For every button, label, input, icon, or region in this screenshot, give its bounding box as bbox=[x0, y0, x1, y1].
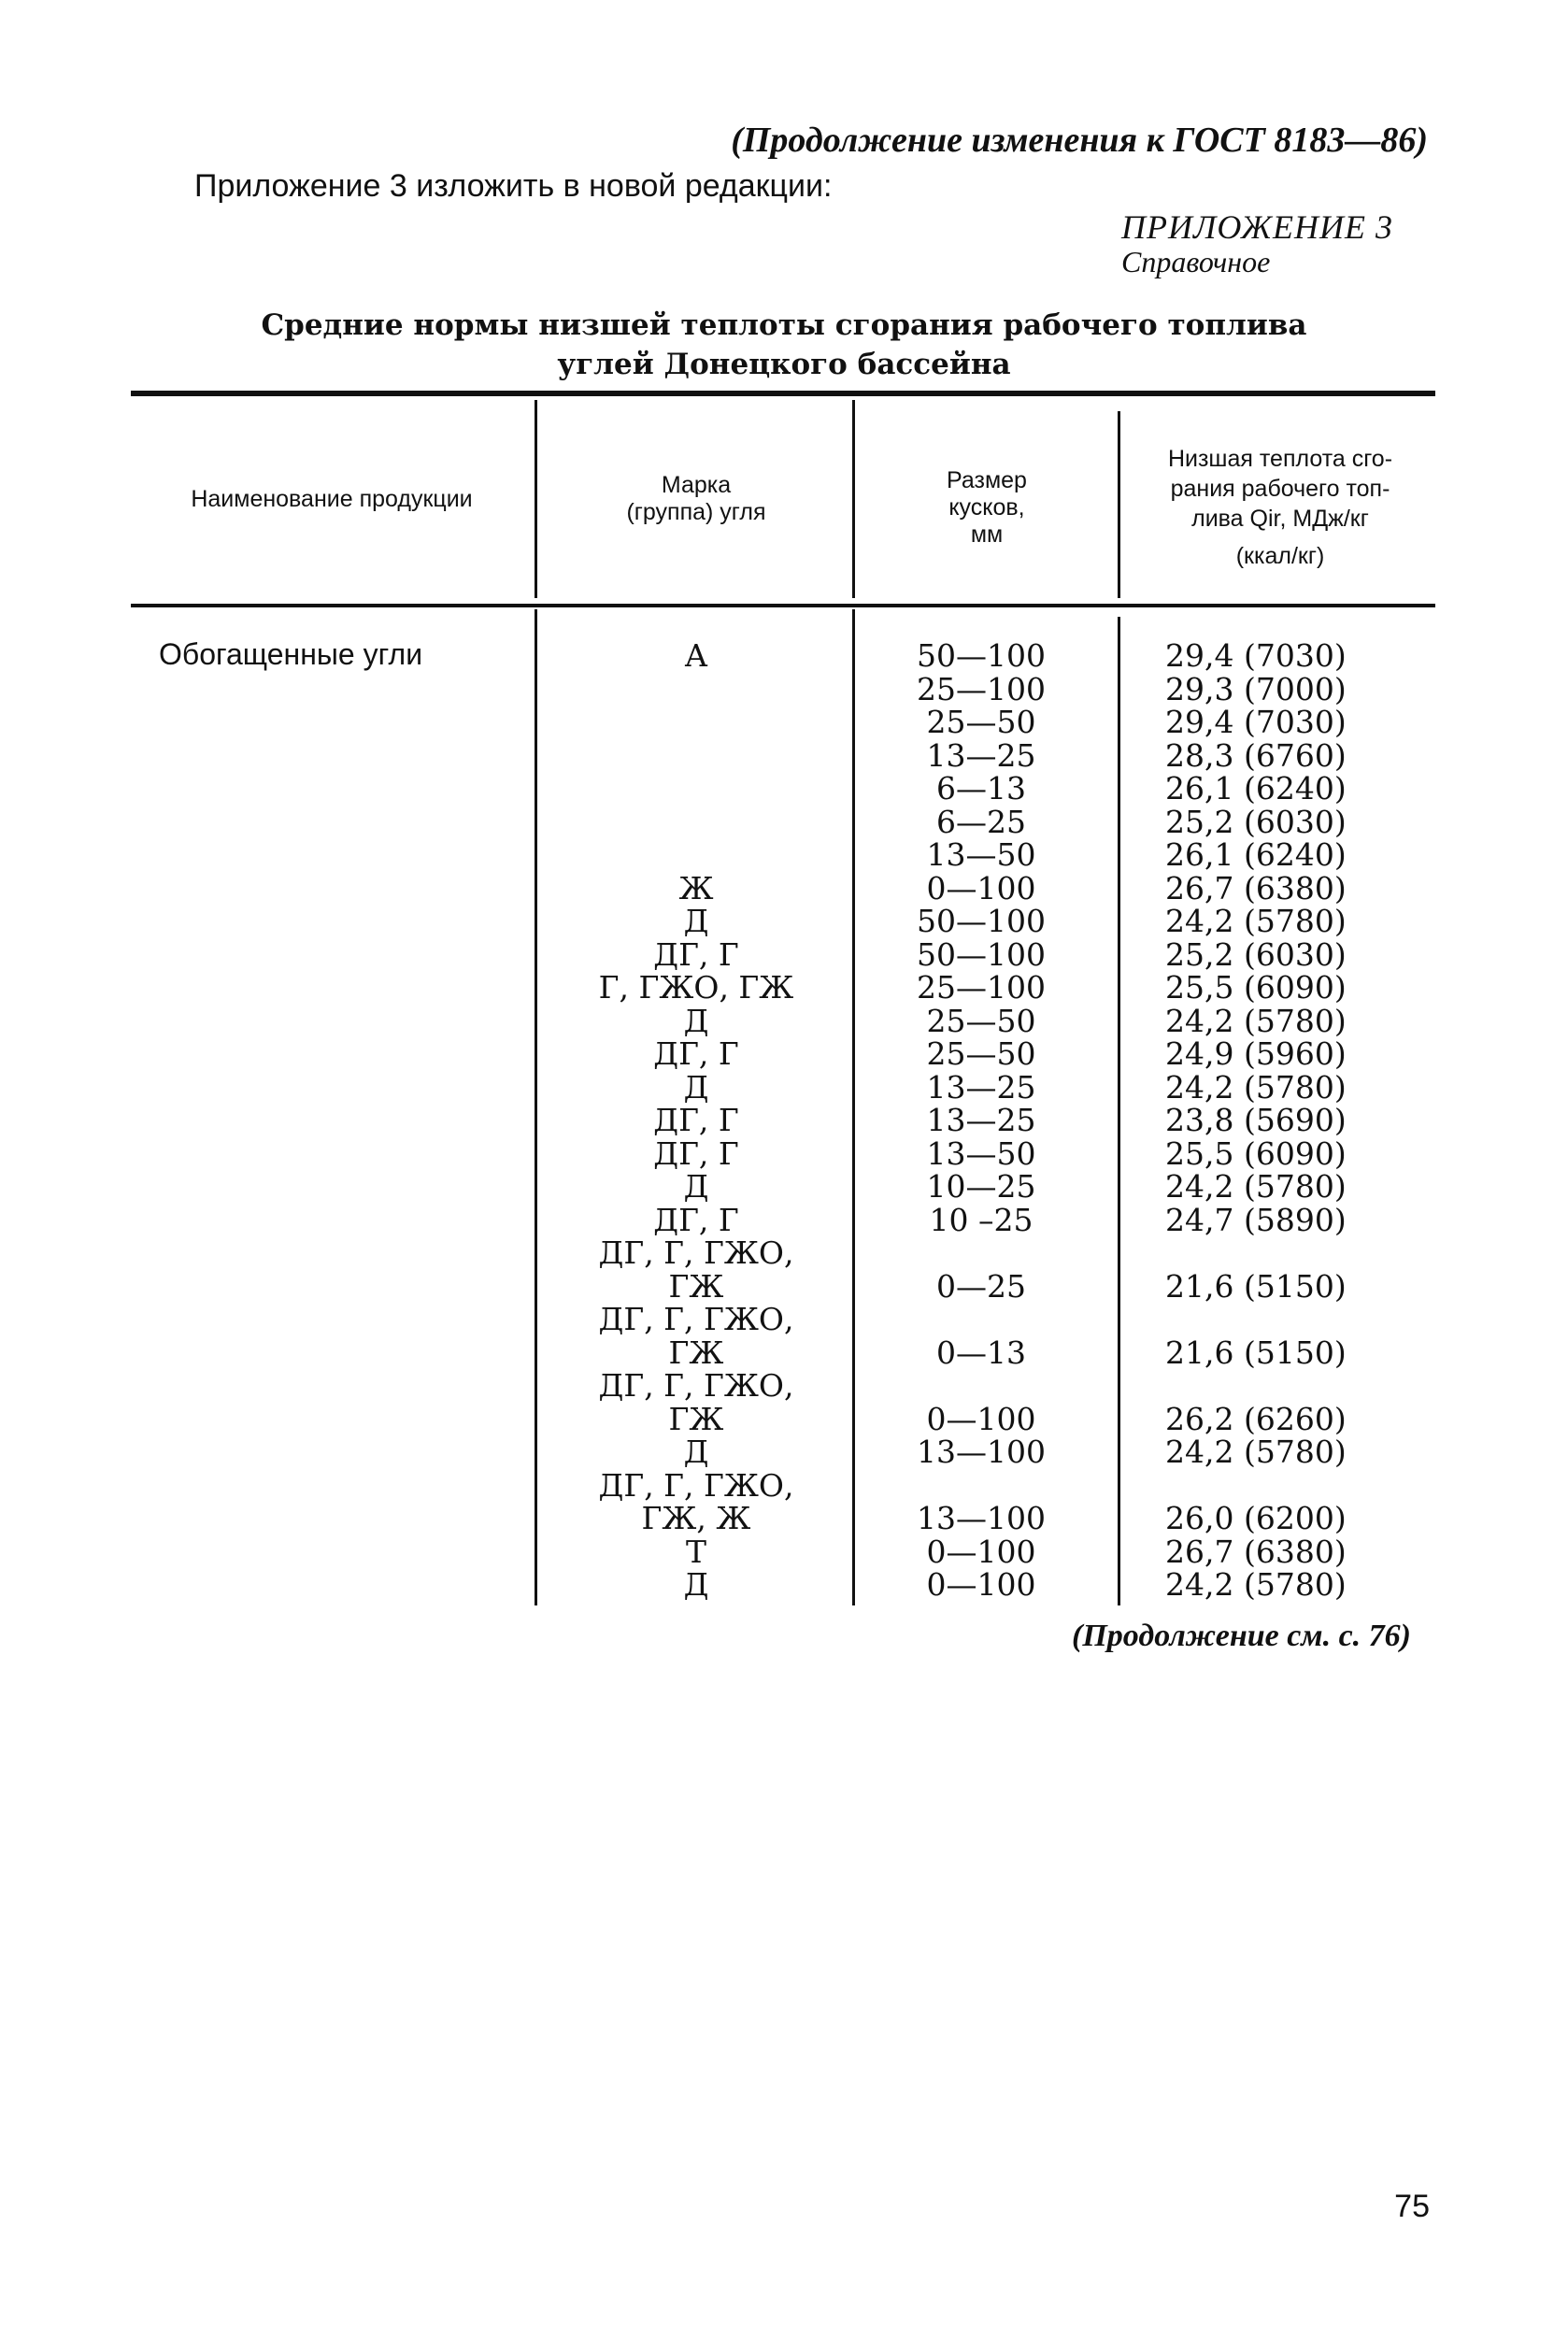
column-divider bbox=[852, 400, 855, 598]
cell-mark: А bbox=[684, 637, 708, 674]
table-title-line1: Средние нормы низшей теплоты сгорания рабочего топлива bbox=[261, 308, 1307, 342]
cell-mark: ДГ, Г bbox=[653, 1201, 739, 1238]
cell-size: 25—50 bbox=[926, 1002, 1036, 1039]
table-top-rule bbox=[131, 391, 1435, 396]
cell-mark: ДГ, Г, ГЖО, bbox=[598, 1234, 794, 1271]
col-header-mark-line: (группа) угля bbox=[626, 499, 766, 525]
cell-heat-value: 24,2 (5780) bbox=[1165, 1068, 1347, 1106]
column-divider bbox=[852, 609, 855, 1605]
cell-heat-value: 24,2 (5780) bbox=[1165, 903, 1347, 939]
cell-size: 10 –25 bbox=[929, 1201, 1033, 1238]
cell-size: 50—100 bbox=[917, 637, 1046, 674]
cell-size: 50—100 bbox=[917, 903, 1046, 939]
cell-heat-value: 25,5 (6090) bbox=[1165, 969, 1347, 1006]
col-header-size-line: кусков, bbox=[948, 494, 1025, 521]
col-header-size-line: Размер bbox=[947, 467, 1027, 493]
cell-size: 13—100 bbox=[917, 1434, 1046, 1470]
cell-heat-value: 26,1 (6240) bbox=[1165, 836, 1347, 873]
cell-size: 6—13 bbox=[936, 770, 1026, 806]
cell-size: 10—25 bbox=[926, 1168, 1036, 1205]
cell-size: 25—100 bbox=[917, 670, 1046, 707]
cell-size: 0—100 bbox=[926, 869, 1036, 906]
cell-mark: ДГ, Г bbox=[653, 935, 739, 973]
cell-mark: ГЖ bbox=[668, 1334, 724, 1371]
cell-mark: ДГ, Г bbox=[653, 1134, 739, 1172]
cell-heat-value: 21,6 (5150) bbox=[1165, 1267, 1347, 1305]
cell-heat-value: 26,7 (6380) bbox=[1165, 869, 1347, 906]
cell-heat-value: 23,8 (5690) bbox=[1165, 1102, 1347, 1138]
cell-mark: Ж bbox=[678, 869, 714, 906]
cell-heat-value: 21,6 (5150) bbox=[1165, 1334, 1347, 1371]
cell-size: 13—25 bbox=[926, 736, 1036, 774]
col-header-heat-line: лива Qir, МДж/кг bbox=[1191, 506, 1369, 532]
cell-heat-value: 25,2 (6030) bbox=[1165, 935, 1347, 973]
cell-mark: ДГ, Г, ГЖО, bbox=[598, 1367, 794, 1404]
cell-heat-value: 29,4 (7030) bbox=[1165, 704, 1347, 740]
continuation-header: (Продолжение изменения к ГОСТ 8183—86) bbox=[731, 121, 1428, 160]
col-header-heat-line: Низшая теплота сго- bbox=[1167, 446, 1393, 472]
col-header-heat-line: (ккал/кг) bbox=[1235, 543, 1325, 569]
cell-mark: ДГ, Г, ГЖО, bbox=[598, 1301, 794, 1337]
continuation-footer: (Продолжение см. с. 76) bbox=[1072, 1619, 1411, 1653]
cell-heat-value: 25,2 (6030) bbox=[1165, 803, 1347, 840]
column-divider bbox=[535, 609, 537, 1605]
cell-heat-value: 24,2 (5780) bbox=[1165, 1168, 1347, 1205]
product-name: Обогащенные угли bbox=[159, 637, 423, 671]
cell-mark: Д bbox=[683, 1002, 709, 1039]
cell-mark: ГЖ bbox=[668, 1400, 724, 1437]
cell-mark: ГЖ bbox=[668, 1267, 724, 1305]
col-header-size-line: мм bbox=[970, 521, 1004, 548]
cell-heat-value: 24,7 (5890) bbox=[1165, 1201, 1347, 1238]
cell-mark: Д bbox=[683, 1168, 709, 1205]
cell-heat-value: 29,4 (7030) bbox=[1165, 637, 1347, 674]
cell-mark: Д bbox=[683, 1068, 709, 1106]
cell-mark: ДГ, Г, ГЖО, bbox=[598, 1466, 794, 1504]
cell-size: 13—25 bbox=[926, 1068, 1036, 1106]
cell-mark: Д bbox=[683, 1434, 709, 1470]
cell-size: 6—25 bbox=[936, 803, 1026, 840]
cell-heat-value: 26,1 (6240) bbox=[1165, 770, 1347, 806]
header-bottom-rule bbox=[131, 604, 1435, 607]
cell-heat-value: 24,9 (5960) bbox=[1165, 1035, 1347, 1072]
cell-mark: ДГ, Г bbox=[653, 1035, 739, 1072]
column-divider bbox=[1118, 411, 1120, 598]
cell-mark: Г, ГЖО, ГЖ bbox=[598, 969, 794, 1006]
appendix-title: ПРИЛОЖЕНИЕ 3 bbox=[1121, 208, 1393, 246]
cell-mark: Т bbox=[685, 1533, 706, 1570]
cell-size: 50—100 bbox=[917, 935, 1046, 973]
cell-size: 0—100 bbox=[926, 1566, 1036, 1603]
cell-size: 0—100 bbox=[926, 1400, 1036, 1437]
cell-size: 25—50 bbox=[926, 704, 1036, 740]
cell-mark: Д bbox=[683, 903, 709, 939]
cell-heat-value: 26,2 (6260) bbox=[1165, 1400, 1347, 1437]
cell-size: 25—50 bbox=[926, 1035, 1036, 1072]
appendix-subtitle: Справочное bbox=[1121, 245, 1271, 278]
col-header-heat-line: рания рабочего топ- bbox=[1170, 476, 1390, 502]
cell-heat-value: 24,2 (5780) bbox=[1165, 1566, 1347, 1603]
cell-mark: ГЖ, Ж bbox=[641, 1500, 751, 1536]
intro-text: Приложение 3 изложить в новой редакции: bbox=[194, 168, 833, 204]
cell-heat-value: 26,7 (6380) bbox=[1165, 1533, 1347, 1570]
cell-size: 0—13 bbox=[936, 1334, 1026, 1371]
cell-heat-value: 28,3 (6760) bbox=[1165, 736, 1347, 774]
cell-mark: ДГ, Г bbox=[653, 1102, 739, 1138]
cell-size: 13—50 bbox=[926, 1134, 1036, 1172]
cell-size: 0—25 bbox=[936, 1267, 1026, 1305]
cell-size: 25—100 bbox=[917, 969, 1046, 1006]
column-divider bbox=[535, 400, 537, 598]
cell-heat-value: 29,3 (7000) bbox=[1165, 670, 1347, 707]
cell-size: 13—25 bbox=[926, 1102, 1036, 1138]
col-header-size bbox=[858, 467, 1116, 549]
cell-heat-value: 24,2 (5780) bbox=[1165, 1002, 1347, 1039]
col-header-mark bbox=[542, 472, 850, 526]
col-header-heat bbox=[1126, 444, 1434, 571]
col-header-mark-line: Марка bbox=[661, 472, 732, 498]
column-divider bbox=[1118, 617, 1120, 1605]
cell-size: 13—100 bbox=[917, 1500, 1046, 1536]
table-title-line2: углей Донецкого бассейна bbox=[557, 348, 1011, 381]
cell-heat-value: 24,2 (5780) bbox=[1165, 1434, 1347, 1470]
page-number: 75 bbox=[1394, 2189, 1430, 2224]
cell-heat-value: 25,5 (6090) bbox=[1165, 1134, 1347, 1172]
cell-mark: Д bbox=[683, 1566, 709, 1603]
cell-heat-value: 26,0 (6200) bbox=[1165, 1500, 1347, 1536]
cell-size: 13—50 bbox=[926, 836, 1036, 873]
col-header-product: Наименование продукции bbox=[191, 486, 473, 512]
cell-size: 0—100 bbox=[926, 1533, 1036, 1570]
